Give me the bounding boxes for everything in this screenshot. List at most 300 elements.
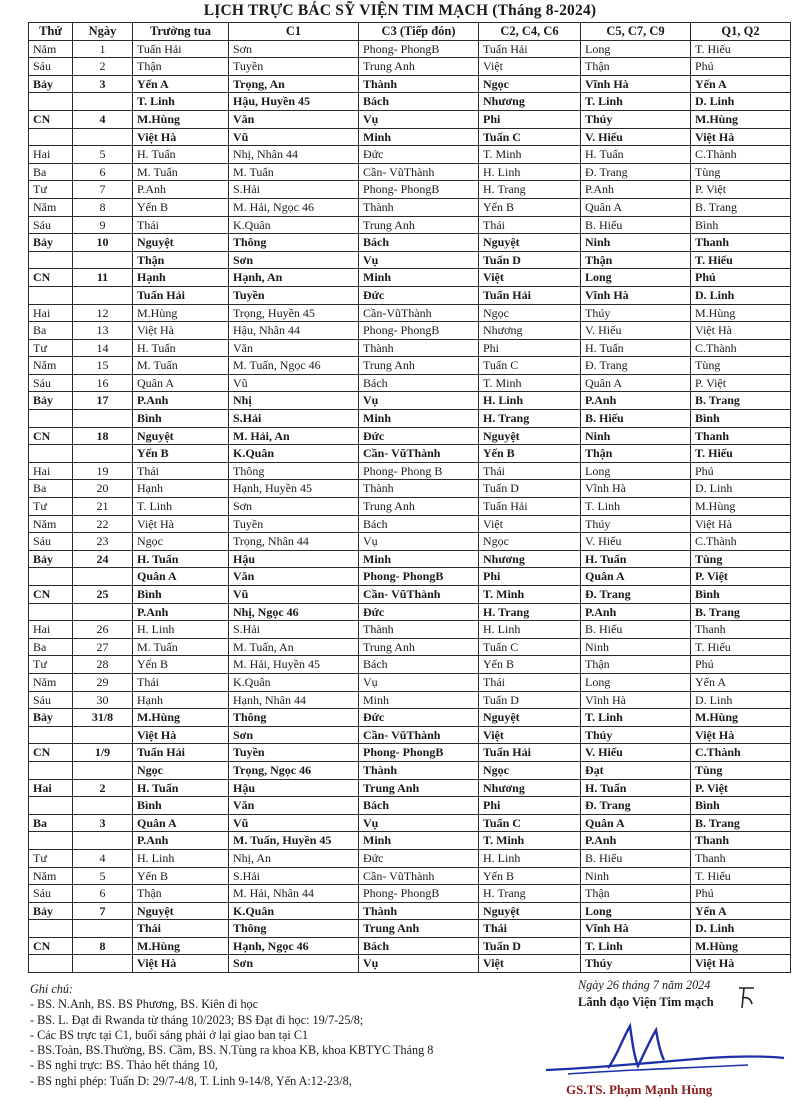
table-row: [29, 93, 791, 111]
cell-ngay: 14: [73, 339, 133, 357]
cell-q1-q2: M.Hùng: [691, 937, 791, 955]
cell-thu: Hai: [29, 462, 73, 480]
cell-c2-c4-c6: Yến B: [479, 198, 581, 216]
page-title: LỊCH TRỰC BÁC SỸ VIỆN TIM MẠCH (Tháng 8-2024): [203, 2, 597, 19]
cell-q1-q2: Việt Hà: [691, 128, 791, 146]
cell-c5-c7-c9: H. Tuấn: [581, 550, 691, 568]
cell-thu: [29, 93, 73, 111]
cell-c2-c4-c6: Tuấn C: [479, 357, 581, 375]
cell-ngay: 19: [73, 462, 133, 480]
table-row: [29, 480, 791, 498]
cell-thu: Bảy: [29, 550, 73, 568]
cell-thu: Ba: [29, 322, 73, 340]
table-row: [29, 779, 791, 797]
cell-ngay: 2: [73, 58, 133, 76]
table-row: [29, 392, 791, 410]
table-row: [29, 304, 791, 322]
cell-c5-c7-c9: Ninh: [581, 427, 691, 445]
cell-ngay: 9: [73, 216, 133, 234]
cell-truong-tua: H. Tuấn: [133, 146, 229, 164]
cell-c2-c4-c6: Nhương: [479, 550, 581, 568]
cell-q1-q2: Yến A: [691, 902, 791, 920]
cell-thu: Hai: [29, 146, 73, 164]
cell-ngay: 4: [73, 110, 133, 128]
cell-thu: CN: [29, 586, 73, 604]
cell-thu: [29, 797, 73, 815]
cell-ngay: 5: [73, 146, 133, 164]
cell-c5-c7-c9: Vĩnh Hà: [581, 286, 691, 304]
cell-q1-q2: Thanh: [691, 849, 791, 867]
cell-q1-q2: Phú: [691, 58, 791, 76]
cell-ngay: 21: [73, 498, 133, 516]
cell-truong-tua: H. Tuấn: [133, 339, 229, 357]
cell-c1: Sơn: [229, 498, 359, 516]
cell-truong-tua: Hạnh: [133, 480, 229, 498]
cell-q1-q2: Thanh: [691, 234, 791, 252]
table-row: [29, 286, 791, 304]
cell-c3-tiep-don: Trung Anh: [359, 498, 479, 516]
cell-c3-tiep-don: Minh: [359, 832, 479, 850]
cell-c1: M. Tuấn: [229, 163, 359, 181]
cell-q1-q2: D. Linh: [691, 920, 791, 938]
cell-c1: Nhị, Nhân 44: [229, 146, 359, 164]
cell-thu: CN: [29, 427, 73, 445]
note-line: - BS. L. Đạt đi Rwanda từ tháng 10/2023; BS Đạt đi học: 19/7-25/8;: [30, 1012, 364, 1027]
table-row: [29, 251, 791, 269]
cell-q1-q2: D. Linh: [691, 691, 791, 709]
table-row: [29, 885, 791, 903]
cell-c2-c4-c6: Tuấn D: [479, 480, 581, 498]
cell-thu: Ba: [29, 814, 73, 832]
cell-ngay: 10: [73, 234, 133, 252]
cell-q1-q2: C.Thành: [691, 146, 791, 164]
cell-thu: Sáu: [29, 885, 73, 903]
cell-c5-c7-c9: Thúy: [581, 515, 691, 533]
cell-truong-tua: Việt Hà: [133, 955, 229, 973]
cell-c5-c7-c9: Thận: [581, 656, 691, 674]
cell-c1: K.Quân: [229, 673, 359, 691]
table-row: [29, 586, 791, 604]
cell-thu: [29, 920, 73, 938]
cell-c3-tiep-don: Trung Anh: [359, 779, 479, 797]
cell-c2-c4-c6: Việt: [479, 726, 581, 744]
cell-c3-tiep-don: Cần- VũThành: [359, 586, 479, 604]
cell-ngay: [73, 128, 133, 146]
table-row: [29, 322, 791, 340]
cell-thu: [29, 445, 73, 463]
note-line: - BS. N.Anh, BS. BS Phương, BS. Kiên đi học: [30, 997, 259, 1012]
cell-c1: Hậu: [229, 779, 359, 797]
cell-c2-c4-c6: Phi: [479, 110, 581, 128]
cell-c3-tiep-don: Cần- VũThành: [359, 726, 479, 744]
table-row: [29, 216, 791, 234]
cell-thu: Sáu: [29, 216, 73, 234]
cell-ngay: 3: [73, 814, 133, 832]
cell-c2-c4-c6: Nguyệt: [479, 234, 581, 252]
cell-q1-q2: B. Trang: [691, 198, 791, 216]
cell-c5-c7-c9: Đ. Trang: [581, 586, 691, 604]
cell-truong-tua: M.Hùng: [133, 709, 229, 727]
cell-truong-tua: Thái: [133, 920, 229, 938]
cell-thu: Tư: [29, 339, 73, 357]
cell-thu: [29, 286, 73, 304]
cell-c5-c7-c9: Đ. Trang: [581, 357, 691, 375]
cell-ngay: 24: [73, 550, 133, 568]
cell-c5-c7-c9: H. Tuấn: [581, 779, 691, 797]
cell-c2-c4-c6: Phi: [479, 797, 581, 815]
cell-ngay: [73, 832, 133, 850]
table-row: [29, 128, 791, 146]
cell-truong-tua: Bình: [133, 410, 229, 428]
cell-c1: Vũ: [229, 814, 359, 832]
cell-q1-q2: B. Trang: [691, 603, 791, 621]
cell-q1-q2: T. Hiếu: [691, 445, 791, 463]
cell-c5-c7-c9: Thận: [581, 885, 691, 903]
cell-c1: M. Hải, Ngọc 46: [229, 198, 359, 216]
cell-truong-tua: Quân A: [133, 568, 229, 586]
table-row: [29, 498, 791, 516]
cell-q1-q2: Thanh: [691, 427, 791, 445]
cell-c3-tiep-don: Vụ: [359, 392, 479, 410]
cell-q1-q2: T. Hiếu: [691, 638, 791, 656]
cell-c3-tiep-don: Cần- VũThành: [359, 163, 479, 181]
cell-q1-q2: C.Thành: [691, 744, 791, 762]
cell-c2-c4-c6: H. Trang: [479, 181, 581, 199]
cell-thu: Năm: [29, 198, 73, 216]
cell-c1: Hậu, Nhân 44: [229, 322, 359, 340]
signature-date: Ngày 26 tháng 7 năm 2024: [578, 978, 711, 992]
cell-ngay: 16: [73, 374, 133, 392]
cell-c2-c4-c6: Tuấn Hải: [479, 744, 581, 762]
cell-q1-q2: P. Việt: [691, 181, 791, 199]
table-row: [29, 709, 791, 727]
table-row: [29, 339, 791, 357]
cell-c3-tiep-don: Thành: [359, 480, 479, 498]
cell-c1: K.Quân: [229, 216, 359, 234]
cell-q1-q2: T. Hiếu: [691, 867, 791, 885]
cell-q1-q2: B. Trang: [691, 392, 791, 410]
cell-q1-q2: C.Thành: [691, 339, 791, 357]
table-row: [29, 744, 791, 762]
table-row: [29, 357, 791, 375]
col-header-truong-tua: Trưởng tua: [133, 23, 229, 41]
cell-thu: [29, 568, 73, 586]
table-row: [29, 656, 791, 674]
cell-c2-c4-c6: Ngọc: [479, 533, 581, 551]
cell-c2-c4-c6: H. Trang: [479, 410, 581, 428]
cell-thu: [29, 726, 73, 744]
cell-q1-q2: M.Hùng: [691, 304, 791, 322]
cell-c5-c7-c9: Thúy: [581, 110, 691, 128]
cell-ngay: [73, 726, 133, 744]
cell-ngay: 1/9: [73, 744, 133, 762]
cell-thu: [29, 128, 73, 146]
cell-thu: Năm: [29, 673, 73, 691]
cell-c1: Thông: [229, 920, 359, 938]
table-row: [29, 797, 791, 815]
cell-c1: Trọng, An: [229, 75, 359, 93]
cell-truong-tua: Thận: [133, 885, 229, 903]
cell-c1: M. Hải, An: [229, 427, 359, 445]
cell-c2-c4-c6: Tuấn D: [479, 691, 581, 709]
cell-ngay: 1: [73, 40, 133, 58]
table-row: [29, 163, 791, 181]
cell-c3-tiep-don: Thành: [359, 761, 479, 779]
cell-c1: Sơn: [229, 955, 359, 973]
table-row: [29, 568, 791, 586]
cell-c3-tiep-don: Phong- PhongB: [359, 744, 479, 762]
cell-truong-tua: P.Anh: [133, 603, 229, 621]
cell-c2-c4-c6: Việt: [479, 269, 581, 287]
cell-c3-tiep-don: Bách: [359, 656, 479, 674]
cell-thu: Tư: [29, 498, 73, 516]
table-row: [29, 58, 791, 76]
cell-q1-q2: M.Hùng: [691, 110, 791, 128]
cell-q1-q2: Thanh: [691, 621, 791, 639]
cell-c3-tiep-don: Phong- PhongB: [359, 885, 479, 903]
cell-c2-c4-c6: Thái: [479, 462, 581, 480]
table-row: [29, 920, 791, 938]
cell-q1-q2: T. Hiếu: [691, 40, 791, 58]
cell-truong-tua: Nguyệt: [133, 427, 229, 445]
cell-truong-tua: Việt Hà: [133, 322, 229, 340]
cell-c2-c4-c6: Tuấn C: [479, 638, 581, 656]
table-row: [29, 691, 791, 709]
cell-c3-tiep-don: Thành: [359, 339, 479, 357]
cell-ngay: 29: [73, 673, 133, 691]
cell-thu: Sáu: [29, 691, 73, 709]
cell-c3-tiep-don: Thành: [359, 198, 479, 216]
table-row: [29, 603, 791, 621]
cell-c5-c7-c9: Long: [581, 673, 691, 691]
cell-q1-q2: Việt Hà: [691, 726, 791, 744]
cell-ngay: 7: [73, 181, 133, 199]
cell-c3-tiep-don: Cần-VũThành: [359, 304, 479, 322]
table-header-row: [29, 23, 791, 41]
cell-thu: Hai: [29, 621, 73, 639]
cell-truong-tua: Việt Hà: [133, 128, 229, 146]
cell-c2-c4-c6: Ngọc: [479, 75, 581, 93]
cell-q1-q2: Việt Hà: [691, 515, 791, 533]
table-row: [29, 673, 791, 691]
cell-c3-tiep-don: Bách: [359, 374, 479, 392]
cell-c1: Trọng, Huyền 45: [229, 304, 359, 322]
cell-c3-tiep-don: Minh: [359, 691, 479, 709]
cell-truong-tua: P.Anh: [133, 181, 229, 199]
cell-c3-tiep-don: Đức: [359, 849, 479, 867]
cell-q1-q2: Tùng: [691, 761, 791, 779]
cell-q1-q2: Yến A: [691, 75, 791, 93]
cell-c5-c7-c9: B. Hiếu: [581, 621, 691, 639]
cell-c5-c7-c9: T. Linh: [581, 93, 691, 111]
cell-ngay: [73, 920, 133, 938]
cell-thu: Hai: [29, 304, 73, 322]
cell-ngay: 13: [73, 322, 133, 340]
cell-q1-q2: Phú: [691, 269, 791, 287]
cell-q1-q2: Phú: [691, 462, 791, 480]
cell-c3-tiep-don: Đức: [359, 603, 479, 621]
cell-c3-tiep-don: Thành: [359, 902, 479, 920]
cell-c2-c4-c6: Tuấn Hải: [479, 40, 581, 58]
cell-q1-q2: Bình: [691, 586, 791, 604]
cell-ngay: 30: [73, 691, 133, 709]
cell-c1: Văn: [229, 339, 359, 357]
cell-c5-c7-c9: Vĩnh Hà: [581, 920, 691, 938]
table-row: [29, 427, 791, 445]
cell-truong-tua: Quân A: [133, 814, 229, 832]
cell-c5-c7-c9: Long: [581, 902, 691, 920]
cell-truong-tua: Nguyệt: [133, 902, 229, 920]
table-row: [29, 181, 791, 199]
cell-ngay: 28: [73, 656, 133, 674]
cell-q1-q2: Phú: [691, 885, 791, 903]
cell-c1: K.Quân: [229, 445, 359, 463]
cell-c1: Hậu, Huyền 45: [229, 93, 359, 111]
cell-c2-c4-c6: T. Minh: [479, 586, 581, 604]
cell-q1-q2: M.Hùng: [691, 709, 791, 727]
table-row: [29, 198, 791, 216]
cell-c1: Nhị: [229, 392, 359, 410]
table-row: [29, 75, 791, 93]
cell-c5-c7-c9: Ninh: [581, 638, 691, 656]
cell-c5-c7-c9: Quân A: [581, 814, 691, 832]
cell-c1: Vũ: [229, 374, 359, 392]
cell-c3-tiep-don: Trung Anh: [359, 216, 479, 234]
cell-c1: Trọng, Ngọc 46: [229, 761, 359, 779]
initial-mark: [736, 984, 758, 1012]
cell-c5-c7-c9: Thúy: [581, 955, 691, 973]
cell-thu: Sáu: [29, 374, 73, 392]
cell-truong-tua: Thận: [133, 251, 229, 269]
cell-q1-q2: B. Trang: [691, 814, 791, 832]
cell-truong-tua: P.Anh: [133, 392, 229, 410]
cell-c1: Nhị, An: [229, 849, 359, 867]
cell-c2-c4-c6: T. Minh: [479, 374, 581, 392]
cell-thu: Bảy: [29, 234, 73, 252]
cell-thu: [29, 832, 73, 850]
cell-truong-tua: H. Linh: [133, 621, 229, 639]
cell-truong-tua: Yến B: [133, 867, 229, 885]
cell-ngay: 8: [73, 198, 133, 216]
notes-header: Ghi chú:: [30, 982, 73, 996]
cell-c1: Trọng, Nhân 44: [229, 533, 359, 551]
cell-truong-tua: M. Tuấn: [133, 357, 229, 375]
table-row: [29, 761, 791, 779]
cell-c5-c7-c9: Vĩnh Hà: [581, 691, 691, 709]
cell-q1-q2: Việt Hà: [691, 322, 791, 340]
cell-q1-q2: C.Thành: [691, 533, 791, 551]
cell-thu: Năm: [29, 515, 73, 533]
cell-c1: Thông: [229, 462, 359, 480]
cell-c3-tiep-don: Bách: [359, 234, 479, 252]
cell-thu: Tư: [29, 849, 73, 867]
cell-c2-c4-c6: Tuấn D: [479, 251, 581, 269]
cell-c1: Vũ: [229, 128, 359, 146]
cell-c3-tiep-don: Minh: [359, 128, 479, 146]
cell-ngay: 22: [73, 515, 133, 533]
note-line: - Các BS trực tại C1, buổi sáng phải ở lại giao ban tại C1: [30, 1027, 309, 1042]
cell-c5-c7-c9: T. Linh: [581, 498, 691, 516]
cell-truong-tua: Thận: [133, 58, 229, 76]
cell-q1-q2: Yến A: [691, 673, 791, 691]
cell-c1: Sơn: [229, 251, 359, 269]
cell-ngay: 25: [73, 586, 133, 604]
cell-truong-tua: Tuấn Hải: [133, 744, 229, 762]
cell-c1: S.Hải: [229, 410, 359, 428]
table-row: [29, 867, 791, 885]
cell-c3-tiep-don: Vụ: [359, 814, 479, 832]
cell-truong-tua: Nguyệt: [133, 234, 229, 252]
cell-thu: [29, 410, 73, 428]
cell-thu: CN: [29, 110, 73, 128]
cell-truong-tua: M.Hùng: [133, 937, 229, 955]
cell-c5-c7-c9: Đ. Trang: [581, 797, 691, 815]
cell-ngay: 6: [73, 163, 133, 181]
cell-ngay: [73, 445, 133, 463]
cell-c2-c4-c6: H. Linh: [479, 392, 581, 410]
cell-truong-tua: T. Linh: [133, 93, 229, 111]
cell-c1: Hạnh, An: [229, 269, 359, 287]
cell-ngay: [73, 797, 133, 815]
cell-q1-q2: Bình: [691, 410, 791, 428]
cell-ngay: 31/8: [73, 709, 133, 727]
cell-thu: Bảy: [29, 75, 73, 93]
cell-ngay: 20: [73, 480, 133, 498]
cell-c2-c4-c6: Thái: [479, 216, 581, 234]
signatory-name: GS.TS. Phạm Mạnh Hùng: [566, 1082, 713, 1097]
cell-ngay: 2: [73, 779, 133, 797]
cell-c3-tiep-don: Đức: [359, 146, 479, 164]
cell-c2-c4-c6: Việt: [479, 58, 581, 76]
col-header-c5-c7-c9: C5, C7, C9: [581, 23, 691, 41]
cell-ngay: 11: [73, 269, 133, 287]
cell-truong-tua: Tuấn Hải: [133, 286, 229, 304]
cell-c3-tiep-don: Vụ: [359, 251, 479, 269]
cell-truong-tua: Thái: [133, 673, 229, 691]
cell-c3-tiep-don: Minh: [359, 550, 479, 568]
cell-q1-q2: Bình: [691, 216, 791, 234]
cell-c1: Văn: [229, 568, 359, 586]
table-row: [29, 462, 791, 480]
cell-c5-c7-c9: Quân A: [581, 568, 691, 586]
cell-c1: Hạnh, Huyền 45: [229, 480, 359, 498]
cell-c5-c7-c9: P.Anh: [581, 392, 691, 410]
cell-ngay: [73, 93, 133, 111]
cell-truong-tua: Yến B: [133, 445, 229, 463]
cell-c3-tiep-don: Bách: [359, 93, 479, 111]
cell-thu: Ba: [29, 480, 73, 498]
signature-role: Lãnh đạo Viện Tim mạch: [578, 995, 714, 1009]
cell-c2-c4-c6: Phi: [479, 339, 581, 357]
cell-thu: Bảy: [29, 902, 73, 920]
cell-c1: Tuyền: [229, 744, 359, 762]
cell-truong-tua: Bình: [133, 797, 229, 815]
cell-ngay: [73, 410, 133, 428]
table-row: [29, 955, 791, 973]
cell-ngay: 6: [73, 885, 133, 903]
cell-c5-c7-c9: Thận: [581, 445, 691, 463]
cell-ngay: 27: [73, 638, 133, 656]
cell-q1-q2: Phú: [691, 656, 791, 674]
cell-q1-q2: Việt Hà: [691, 955, 791, 973]
cell-c3-tiep-don: Minh: [359, 269, 479, 287]
cell-q1-q2: D. Linh: [691, 93, 791, 111]
cell-c1: M. Hải, Nhân 44: [229, 885, 359, 903]
cell-c3-tiep-don: Minh: [359, 410, 479, 428]
cell-c3-tiep-don: Vụ: [359, 110, 479, 128]
cell-q1-q2: P. Việt: [691, 779, 791, 797]
cell-c3-tiep-don: Phong- PhongB: [359, 181, 479, 199]
